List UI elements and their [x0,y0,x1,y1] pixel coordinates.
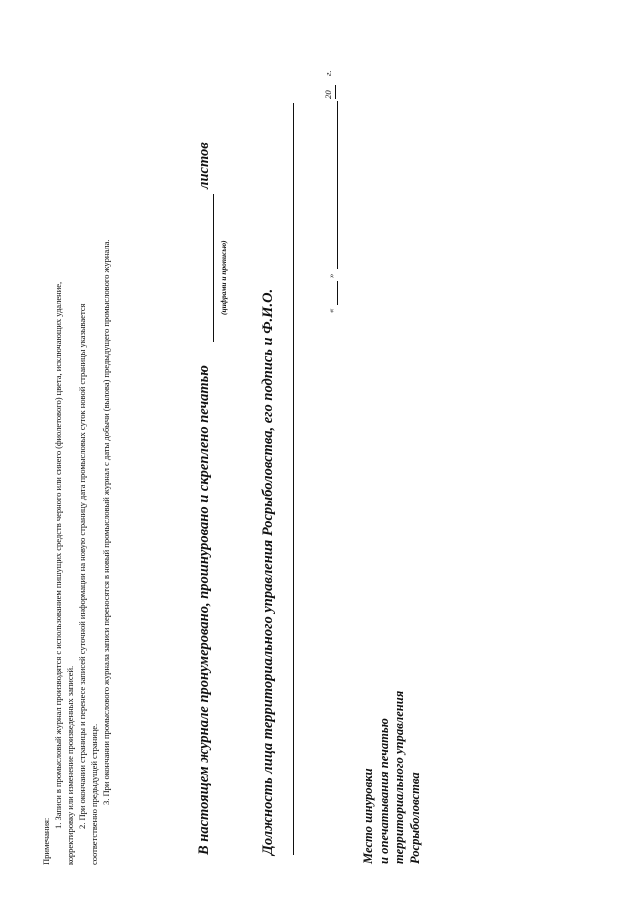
statement-suffix: листов [196,142,212,189]
notes-heading: Примечания: [41,817,51,865]
place-line-2: и опечатывания печатью [376,718,391,864]
place-line-4: Росрыболовства [407,772,422,864]
date-close-quote: » [326,273,336,278]
position-text: Должность лица территориального управления Росрыболовства, его подпись и Ф.И.О. [260,288,276,855]
place-line-3: территориального управления [392,690,406,864]
note-3: 3. При окончании промыслового журнала записи переносятся в новый промысловый журнал с даты добычи (вылова) предыдущего промыслового журнала. [101,239,111,805]
statement-hint: (цифрами и прописью) [219,240,228,315]
note-2-line-1: 2. При окончании страницы и перенесе записей суточной информации на новую страницу дата промысловых суток новой страницы указывается [77,303,87,829]
date-month-line [337,101,338,269]
note-1-line-1: 1. Записи в промысловый журнал производятся с использованием пишущих средств черного или синего (фиолетового) цвета, исключающих удаление, [53,281,63,829]
place-line-1: Место шнуровки [361,768,375,864]
statement-text: В настоящем журнале пронумеровано, прошнуровано и скреплено печатью [196,365,212,855]
sheet-count-line [213,194,214,342]
date-open-quote: « [326,308,336,313]
date-day-line [337,281,338,305]
date-year-line [335,85,336,99]
date-year-suffix: г. [323,70,333,76]
note-1-line-2: корректировку или изменение произведенных записей. [65,665,75,865]
position-signature-line [293,103,294,855]
date-year-prefix: 20 [323,90,333,99]
note-2-line-2: соответственно предыдущей странице. [89,723,99,865]
